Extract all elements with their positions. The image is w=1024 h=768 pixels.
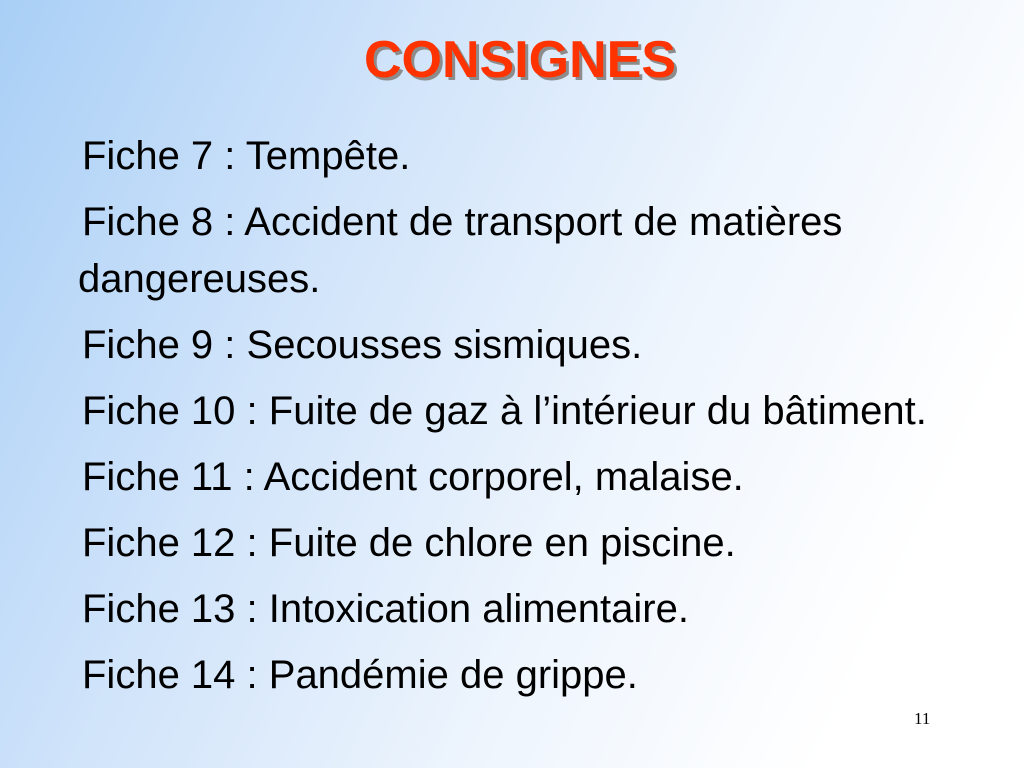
list-item: Fiche 14 : Pandémie de grippe. — [82, 653, 638, 697]
list-item: Fiche 8 : Accident de transport de matières dangereuses. — [78, 200, 843, 301]
slide-title: CONSIGNES — [363, 31, 677, 89]
list-item: Fiche 10 : Fuite de gaz à l’intérieur du bâtiment. — [82, 389, 927, 433]
list-item: Fiche 9 : Secousses sismiques. — [82, 323, 643, 367]
page-number: 11 — [914, 709, 931, 728]
instruction-list — [78, 128, 978, 713]
list-item: Fiche 7 : Tempête. — [82, 134, 411, 178]
list-item: Fiche 12 : Fuite de chlore en piscine. — [82, 521, 736, 565]
list-item: Fiche 13 : Intoxication alimentaire. — [82, 587, 689, 631]
list-item: Fiche 11 : Accident corporel, malaise. — [82, 455, 744, 499]
